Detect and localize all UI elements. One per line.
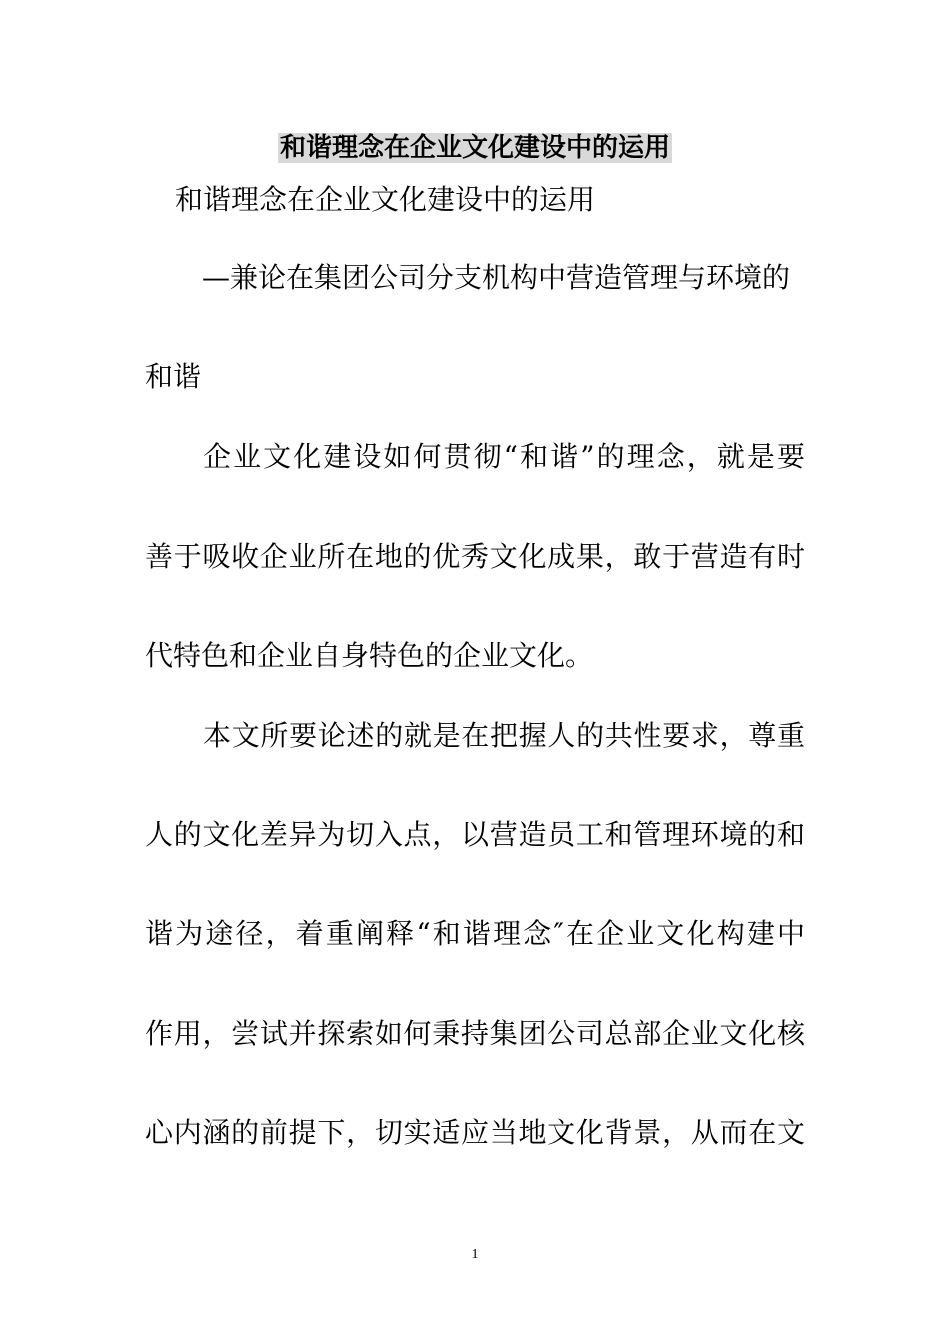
paragraph-1-line-2: 善于吸收企业所在地的优秀文化成果，敢于营造有时	[145, 540, 805, 573]
paragraph-2-line-3: 谐为途径，着重阐释“和谐理念″在企业文化构建中	[145, 917, 805, 950]
page-number: 1	[471, 1247, 479, 1262]
paragraph-1-line-3: 代特色和企业自身特色的企业文化。	[145, 639, 594, 672]
subheading-line-2: 和谐	[145, 360, 202, 393]
paragraph-2-line-5: 心内涵的前提下，切实适应当地文化背景，从而在文	[145, 1116, 805, 1149]
paragraph-2-line-2: 人的文化差异为切入点，以营造员工和管理环境的和	[145, 818, 805, 851]
document-title	[0, 131, 950, 165]
subheading-line-1: —兼论在集团公司分支机构中营造管理与环境的	[202, 261, 791, 294]
document-subtitle: 和谐理念在企业文化建设中的运用	[175, 183, 596, 216]
paragraph-2-line-1: 本文所要论述的就是在把握人的共性要求，尊重	[203, 719, 805, 752]
paragraph-1-line-1: 企业文化建设如何贯彻“和谐”的理念，就是要	[203, 440, 805, 473]
document-title-text: 和谐理念在企业文化建设中的运用	[279, 133, 670, 163]
paragraph-2-line-4: 作用，尝试并探索如何秉持集团公司总部企业文化核	[145, 1017, 805, 1050]
